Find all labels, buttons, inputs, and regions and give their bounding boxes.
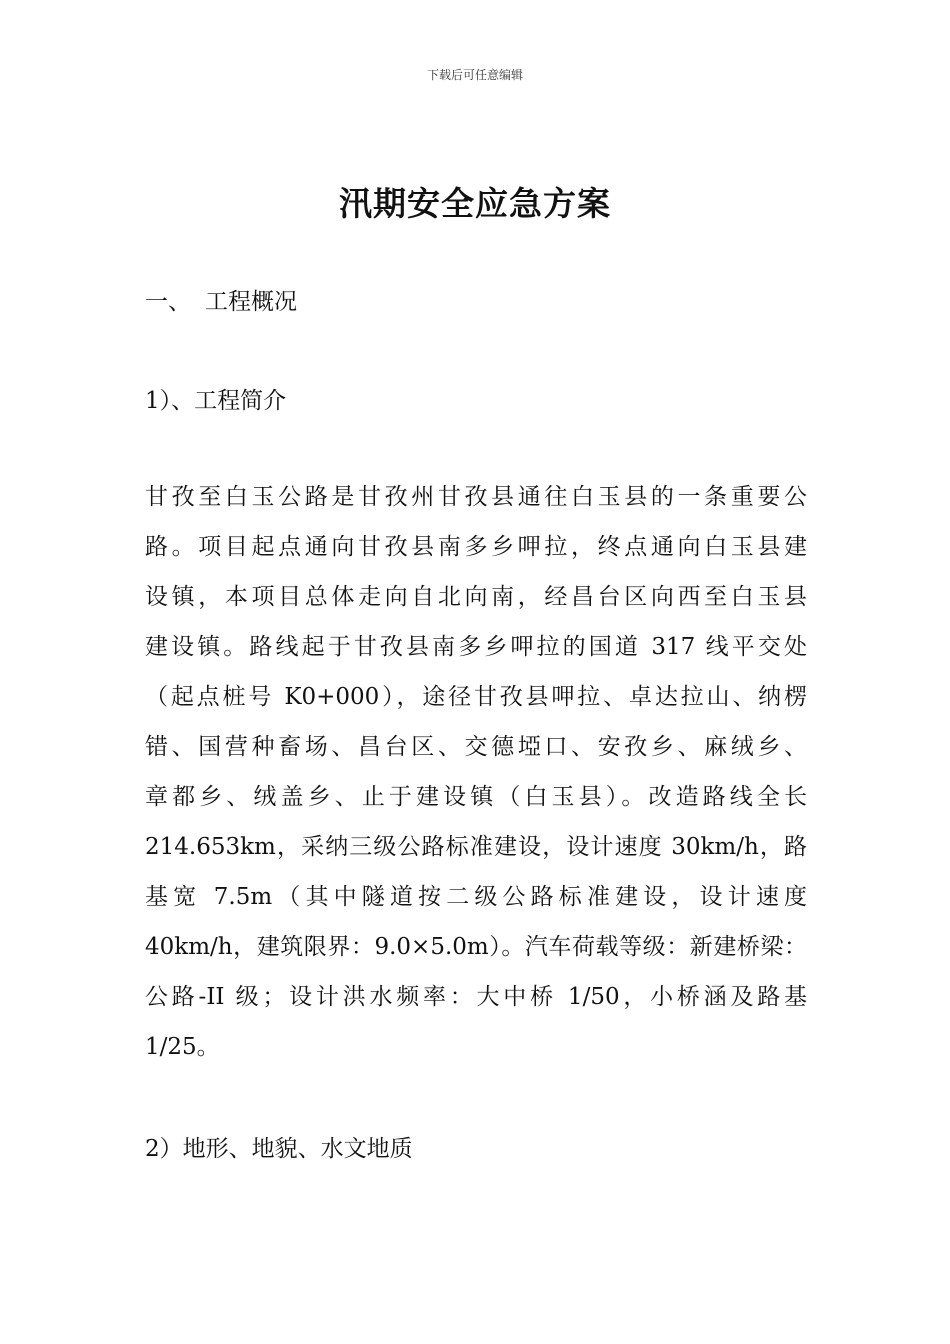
paragraph-line: 错、国营种畜场、昌台区、交德埡口、安孜乡、麻绒乡、 (145, 734, 807, 760)
paragraph-line: 公路-II 级；设计洪水频率：大中桥 1/50，小桥涵及路基 (145, 984, 807, 1010)
paragraph-line: 甘孜至白玉公路是甘孜州甘孜县通往白玉县的一条重要公 (145, 484, 807, 510)
section-number: 一、 (145, 289, 191, 315)
paragraph-line: 设镇，本项目总体走向自北向南，经昌台区向西至白玉县 (145, 584, 807, 610)
subsection-heading-1: 1）、工程简介 (145, 388, 287, 414)
paragraph-line: 214.653km，采纳三级公路标准建设，设计速度 30km/h，路 (145, 834, 807, 860)
header-note: 下载后可任意编辑 (426, 68, 523, 82)
paragraph-line: 路。项目起点通向甘孜县南多乡呷拉，终点通向白玉县建 (145, 534, 807, 560)
paragraph-line: （起点桩号 K0+000），途径甘孜县呷拉、卓达拉山、纳楞 (145, 684, 807, 710)
paragraph-line: 章都乡、绒盖乡、止于建设镇（白玉县）。改造路线全长 (145, 784, 807, 810)
paragraph-line: 1/25。 (145, 1034, 220, 1060)
section-label: 工程概况 (205, 289, 297, 315)
project-overview-paragraph (145, 472, 807, 1072)
paragraph-line: 基宽 7.5m（其中隧道按二级公路标准建设，设计速度 (145, 884, 807, 910)
subsection-heading-2: 2）地形、地貌、水文地质 (145, 1136, 413, 1162)
paragraph-line: 建设镇。路线起于甘孜县南多乡呷拉的国道 317 线平交处 (145, 634, 807, 660)
paragraph-line: 40km/h，建筑限界：9.0×5.0m）。汽车荷载等级：新建桥梁： (145, 934, 807, 960)
section-heading-1 (145, 283, 297, 316)
document-title: 汛期安全应急方案 (339, 184, 611, 223)
